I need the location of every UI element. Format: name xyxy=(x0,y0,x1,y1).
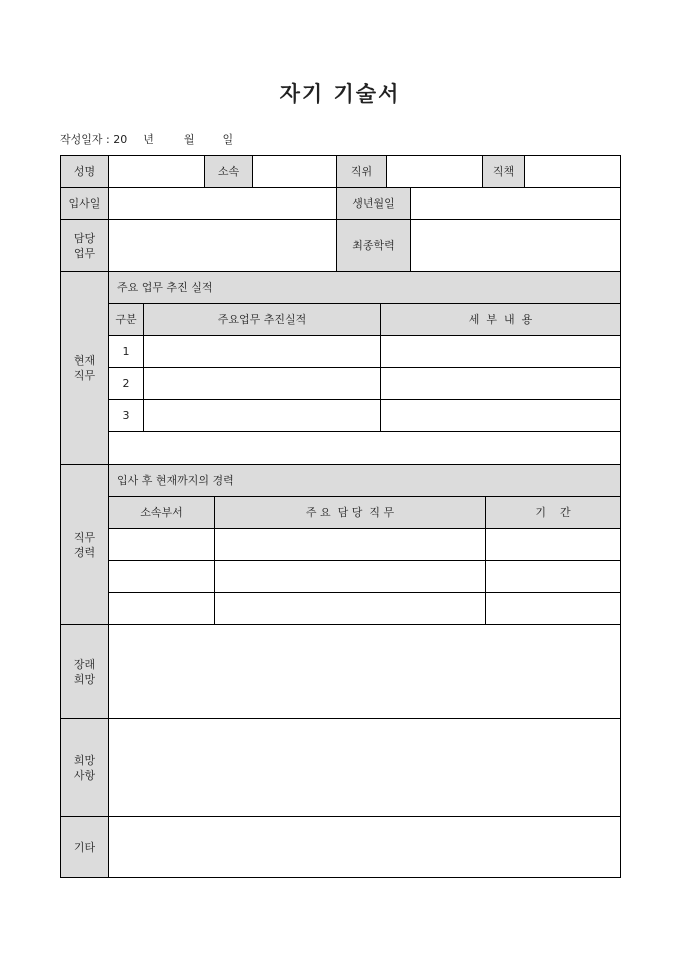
current-job-col-achievement: 주요업무 추진실적 xyxy=(144,304,381,336)
current-job-achievement-field[interactable] xyxy=(144,400,381,432)
other-field[interactable] xyxy=(109,817,621,878)
document-title: 자기 기술서 xyxy=(279,81,401,106)
name-label: 성명 xyxy=(61,156,109,188)
date-label: 작성일자 : 20 xyxy=(60,133,128,146)
current-job-header: 주요 업무 추진 실적 xyxy=(109,272,621,304)
affiliation-field[interactable] xyxy=(253,156,337,188)
career-header: 입사 후 현재까지의 경력 xyxy=(109,465,621,497)
career-col-period: 기 간 xyxy=(486,497,621,529)
education-label: 최종학력 xyxy=(337,220,411,272)
current-job-achievement-field[interactable] xyxy=(144,336,381,368)
year-label: 년 xyxy=(143,133,154,146)
career-period-field[interactable] xyxy=(486,529,621,561)
day-label: 일 xyxy=(222,133,234,146)
career-department-field[interactable] xyxy=(109,529,215,561)
future-hope-label: 장래 희망 xyxy=(61,625,109,719)
duty-title-label: 직책 xyxy=(483,156,525,188)
career-period-field[interactable] xyxy=(486,593,621,625)
birth-date-field[interactable] xyxy=(411,188,621,220)
self-description-form xyxy=(60,155,621,878)
current-job-details-field[interactable] xyxy=(381,368,621,400)
birth-date-label: 생년월일 xyxy=(337,188,411,220)
current-job-row-number: 2 xyxy=(109,368,144,400)
duty-title-field[interactable] xyxy=(525,156,621,188)
wishes-field[interactable] xyxy=(109,719,621,817)
current-job-row-number: 3 xyxy=(109,400,144,432)
career-duty-field[interactable] xyxy=(215,593,486,625)
current-job-label: 현재 직무 xyxy=(61,272,109,465)
career-label: 직무 경력 xyxy=(61,465,109,625)
position-label: 직위 xyxy=(337,156,387,188)
affiliation-label: 소속 xyxy=(205,156,253,188)
duty-field[interactable] xyxy=(109,220,337,272)
career-period-field[interactable] xyxy=(486,561,621,593)
current-job-col-category: 구분 xyxy=(109,304,144,336)
date-line xyxy=(60,131,233,147)
other-label: 기타 xyxy=(61,817,109,878)
current-job-extra-row[interactable] xyxy=(109,432,621,465)
career-duty-field[interactable] xyxy=(215,529,486,561)
career-duty-field[interactable] xyxy=(215,561,486,593)
career-col-department: 소속부서 xyxy=(109,497,215,529)
education-field[interactable] xyxy=(411,220,621,272)
name-field[interactable] xyxy=(109,156,205,188)
duty-label: 담당 업무 xyxy=(61,220,109,272)
career-col-main-duty: 주 요 담 당 직 무 xyxy=(215,497,486,529)
current-job-achievement-field[interactable] xyxy=(144,368,381,400)
month-label: 월 xyxy=(183,133,195,146)
wishes-label: 희망 사항 xyxy=(61,719,109,817)
career-department-field[interactable] xyxy=(109,561,215,593)
join-date-label: 입사일 xyxy=(61,188,109,220)
current-job-details-field[interactable] xyxy=(381,336,621,368)
position-field[interactable] xyxy=(387,156,483,188)
current-job-col-details: 세 부 내 용 xyxy=(381,304,621,336)
future-hope-field[interactable] xyxy=(109,625,621,719)
current-job-details-field[interactable] xyxy=(381,400,621,432)
current-job-row-number: 1 xyxy=(109,336,144,368)
join-date-field[interactable] xyxy=(109,188,337,220)
career-department-field[interactable] xyxy=(109,593,215,625)
